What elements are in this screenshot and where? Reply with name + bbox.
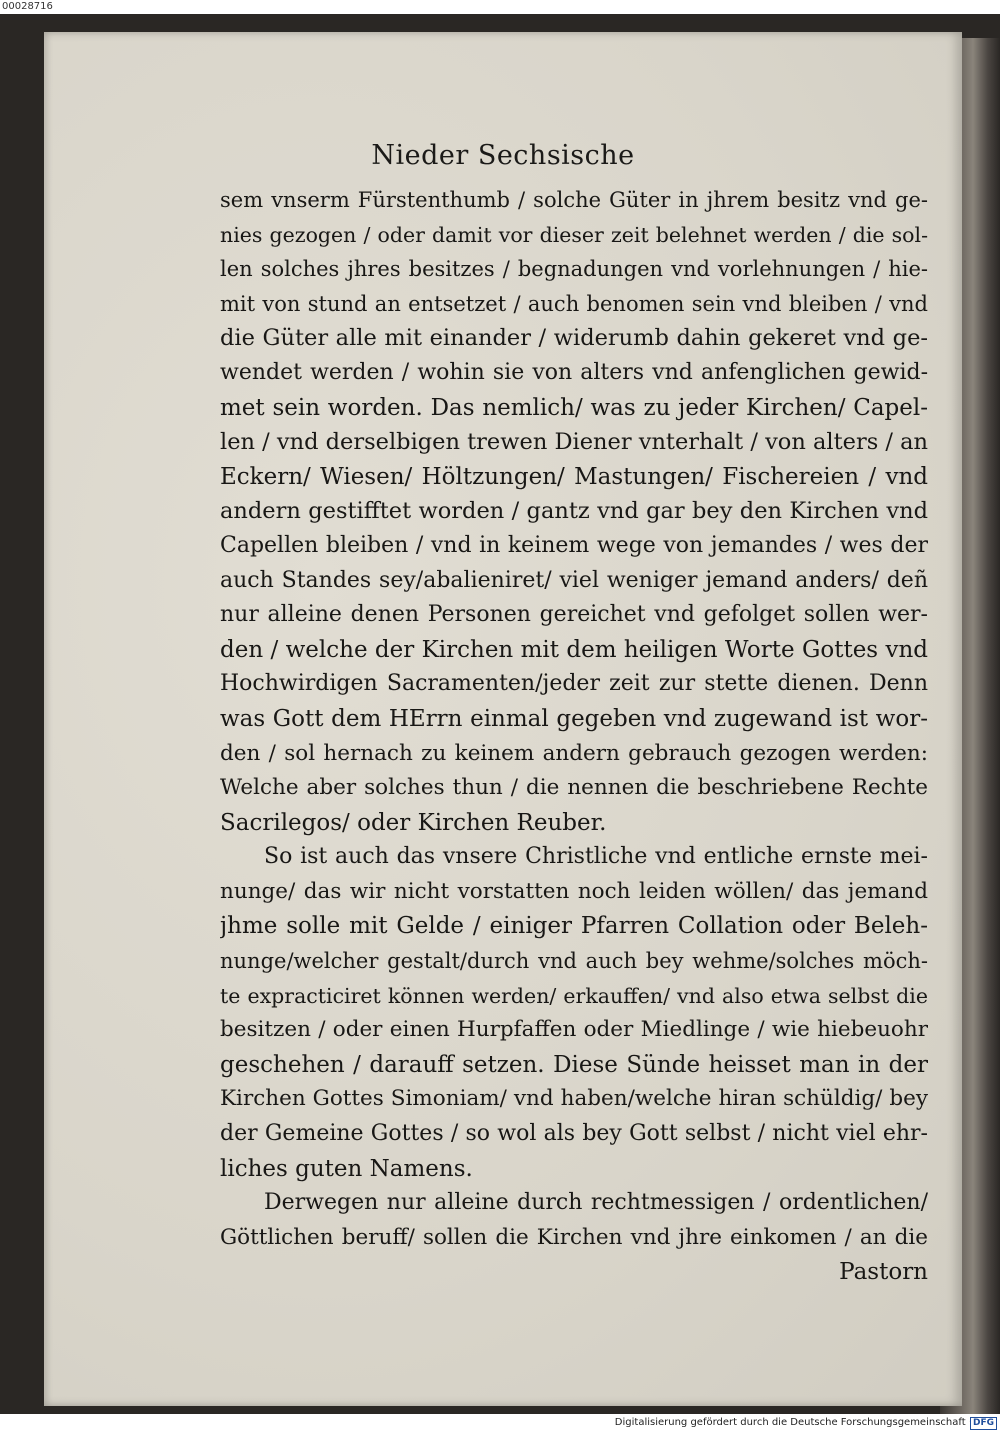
text-line: der Gemeine Gottes / so wol als bey Gott selbst / nicht viel ehr- [220, 1121, 928, 1147]
body-text [220, 183, 928, 1290]
text-line: Hochwirdigen Sacramenten/jeder zeit zur stette dienen. Denn [220, 671, 928, 697]
book-page [44, 32, 962, 1406]
text-line: len solches jhres besitzes / begnadungen vnd vorlehnungen / hie- [220, 257, 928, 282]
funding-credit: Digitalisierung gefördert durch die Deutsche Forschungsgemeinschaft · [614, 1417, 972, 1428]
text-line: mit von stund an entsetzet / auch benomen sein vnd bleiben / vnd [220, 291, 928, 316]
running-header: Nieder Sechsische [371, 140, 635, 171]
text-line: Sacrilegos/ oder Kirchen Reuber. [220, 809, 607, 836]
text-line: len / vnd derselbigen trewen Diener vnterhalt / von alters / an [220, 429, 928, 456]
text-line: So ist auch das vnsere Christliche vnd entliche ernste mei- [264, 844, 928, 870]
text-line: jhme solle mit Gelde / einiger Pfarren Collation oder Beleh- [220, 913, 928, 940]
text-line: Kirchen Gottes Simoniam/ vnd haben/welche hiran schüldig/ bey [220, 1086, 928, 1112]
text-line: Capellen bleiben / vnd in keinem wege von jemandes / wes der [220, 532, 928, 558]
text-line: Eckern/ Wiesen/ Höltzungen/ Mastungen/ Fischereien / vnd [220, 463, 928, 490]
text-line: nunge/ das wir nicht vorstatten noch leiden wöllen/ das jemand [220, 878, 928, 904]
text-line: Derwegen nur alleine durch rechtmessigen / ordentlichen/ [264, 1190, 928, 1216]
text-line: te expracticiret können werden/ erkauffen/ vnd also etwa selbst die [220, 983, 928, 1008]
text-line: Welche aber solches thun / die nennen die beschriebene Rechte [220, 775, 928, 801]
text-line: nur alleine denen Personen gereichet vnd gefolget sollen wer- [220, 602, 928, 628]
text-line: was Gott dem HErrn einmal gegeben vnd zugewand ist wor- [220, 705, 928, 732]
text-line: den / sol hernach zu keinem andern gebrauch gezogen werden: [220, 740, 928, 766]
text-line: wendet werden / wohin sie von alters vnd anfenglichen gewid- [220, 359, 928, 385]
text-line: die Güter alle mit einander / widerumb dahin gekeret vnd ge- [220, 325, 928, 352]
text-line: auch Standes sey/abalieniret/ viel weniger jemand anders/ deñ [220, 567, 928, 593]
scan-id: 00028716 [2, 1, 53, 12]
text-line: nunge/welcher gestalt/durch vnd auch bey wehme/solches möch- [220, 949, 928, 974]
dfg-logo: DFG [970, 1417, 997, 1430]
text-line: andern gestifftet worden / gantz vnd gar bey den Kirchen vnd [220, 498, 928, 525]
text-line: liches guten Namens. [220, 1155, 473, 1182]
text-line: geschehen / darauff setzen. Diese Sünde heisset man in der [220, 1051, 928, 1078]
catchword: Pastorn [839, 1259, 928, 1286]
text-line: sem vnserm Fürstenthumb / solche Güter in jhrem besitz vnd ge- [220, 188, 928, 212]
text-line: besitzen / oder einen Hurpfaffen oder Miedlinge / wie hiebeuohr [220, 1017, 928, 1043]
text-line: met sein worden. Das nemlich/ was zu jeder Kirchen/ Capel- [220, 394, 928, 421]
text-line: Göttlichen beruff/ sollen die Kirchen vnd jhre einkomen / an die [220, 1224, 928, 1250]
text-line: den / welche der Kirchen mit dem heiligen Worte Gottes vnd [220, 636, 928, 663]
text-line: nies gezogen / oder damit vor dieser zeit belehnet werden / die sol- [220, 222, 928, 247]
